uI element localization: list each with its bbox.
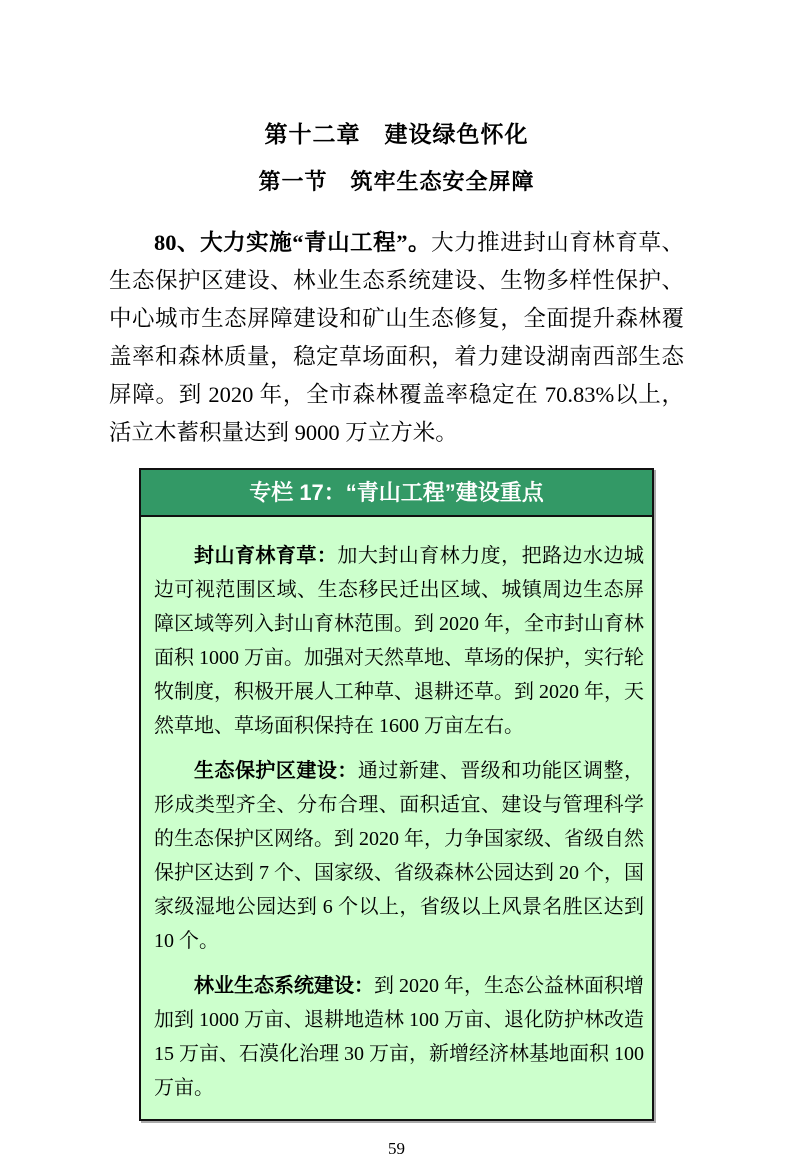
callout-title: 专栏 17：“青山工程”建设重点 [249, 480, 544, 505]
chapter-title: 第十二章 建设绿色怀化 [264, 121, 529, 147]
callout-paragraph-text: 到 2020 年，生态公益林面积增加到 1000 万亩、退耕地造林 100 万亩、退化防护林改造 15 万亩、石漠化治理 30 万亩，新增经济林基地面积 100 万亩。 [154, 975, 644, 1099]
callout-paragraph-text: 通过新建、晋级和功能区调整，形成类型齐全、分布合理、面积适宜、建设与管理科学的生态保护区网络。到 2020 年，力争国家级、省级自然保护区达到 7 个、国家级、省级森林公园达到 20 个，国家级湿地公园达到 6 个以上，省级以上风景名胜区达到 10 个。 [154, 760, 645, 952]
callout-paragraph-lead: 封山育林育草： [194, 545, 338, 567]
callout-header [141, 470, 652, 517]
paragraph-text: 大力推进封山育林育草、生态保护区建设、林业生态系统建设、生物多样性保护、中心城市生态屏障建设和矿山生态修复，全面提升森林覆盖率和森林质量，稳定草场面积，着力建设湖南西部生态屏障。到 2020 年，全市森林覆盖率稳定在 70.83%以上，活立木蓄积量达到 9000 万立方米。 [109, 230, 684, 445]
body-paragraph [109, 224, 684, 452]
callout-paragraph-text: 加大封山育林力度，把路边水边城边可视范围区域、生态移民迁出区域、城镇周边生态屏障区域等列入封山育林范围。到 2020 年，全市封山育林面积 1000 万亩。加强对天然草地、草场的保护，实行轮牧制度，积极开展人工种草、退耕还草。到 2020 年，天然草地、草场面积保持在 1600 万亩左右。 [154, 545, 645, 737]
page-number: 59 [388, 1139, 405, 1158]
callout-paragraph-lead: 林业生态系统建设： [194, 975, 374, 997]
paragraph-lead: 80、大力实施“青山工程”。 [154, 230, 432, 255]
callout-paragraph-reserves [154, 754, 644, 958]
section-title: 第一节 筑牢生态安全屏障 [258, 169, 535, 194]
callout-body [141, 517, 652, 1119]
callout-paragraph-afforestation [154, 539, 644, 743]
callout-box [139, 468, 654, 1121]
callout-paragraph-lead: 生态保护区建设： [194, 760, 358, 782]
callout-paragraph-forestry-system [154, 969, 644, 1105]
